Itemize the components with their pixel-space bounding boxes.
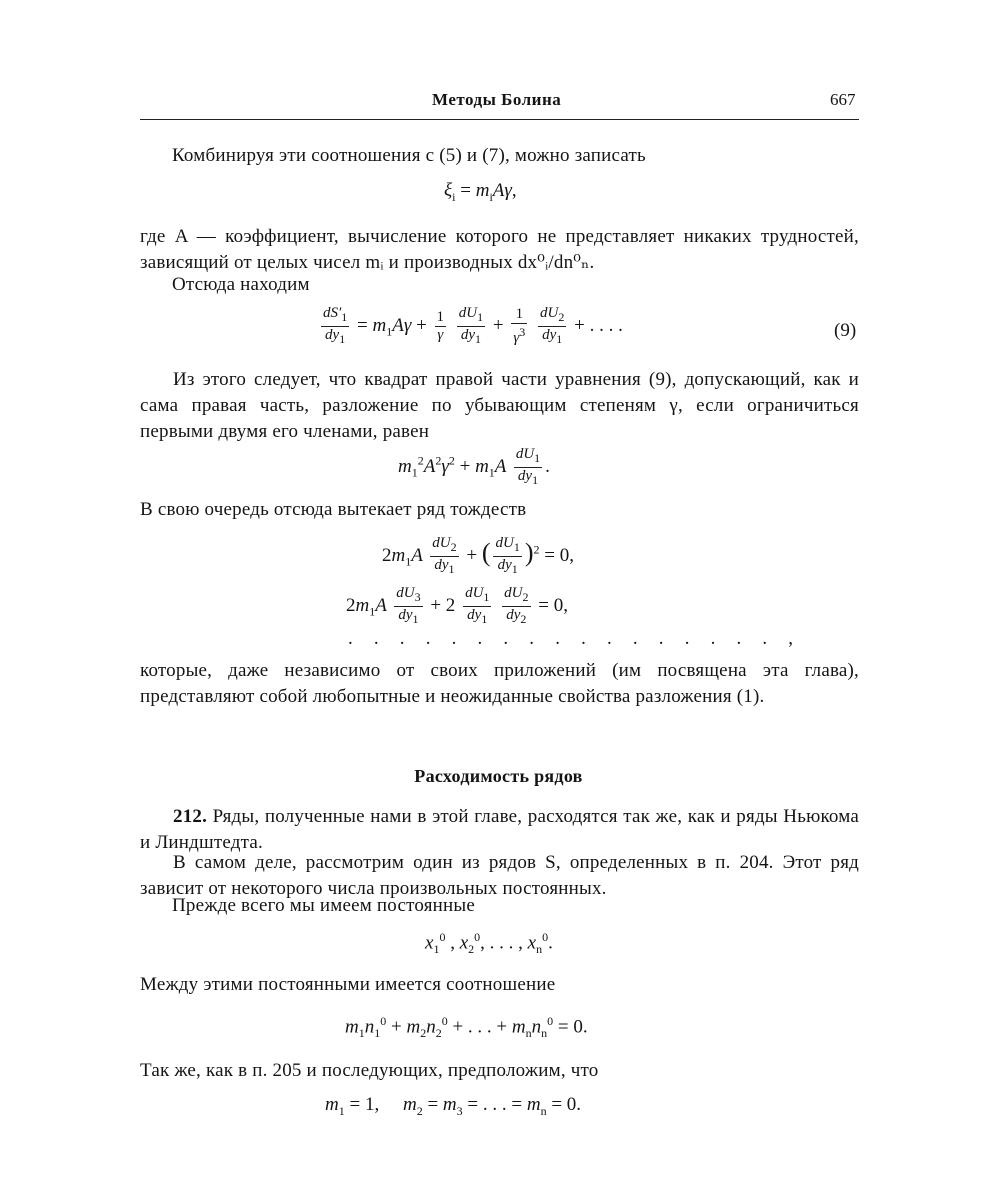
paragraph-212 [140,804,859,856]
equation-constants: $x_1^0$ , $x_2^0$, . . . , $x_n^0$. [425,930,553,957]
equation-masses: $m_1 = 1$, $m_2 = m_3$ = . . . = $m_n = 0$. [325,1094,582,1118]
running-header-title: Методы Болина [432,90,562,109]
page-number: 667 [830,90,856,109]
paragraph-follows-text: Из этого следует, что квадрат правой части уравнения (9), допускающий, как и сама правая часть, разложение по убывающим степеням γ, если ограничиться первыми двумя его членами, равен [140,369,859,442]
equation-9: $\frac{dS'_1}{dy_1}$ = $m_1A\gamma$ + $\frac{1}{\gamma}$ $\frac{dU_1}{dy_1}$ + $\frac{1}{\gamma^3}$ $\frac{dU_2}{dy_1}$ + . . . . [323,305,623,346]
paragraph-212-text: Ряды, полученные нами в этой главе, расходятся так же, как и ряды Ньюкома и Линдштедта. [140,806,859,853]
paragraph-properties [140,658,859,710]
equation-relation: $m_1n_1^0 + m_2n_2^0$ + . . . + $m_nn_n^0 = 0$. [345,1014,588,1041]
header-rule [140,119,859,120]
section-number: 212. [173,806,208,827]
equation-number-9: (9) [834,320,857,341]
paragraph-suppose: Так же, как в п. 205 и последующих, предположим, что [140,1060,599,1081]
paragraph-properties-text: которые, даже независимо от своих приложений (им посвящена эта глава), представляют собой любопытные и неожиданные свойства разложения (1). [140,660,859,707]
paragraph-constants: Прежде всего мы имеем постоянные [172,895,475,916]
paragraph-relation: Между этими постоянными имеется соотношение [140,974,556,995]
section-title: Расходимость рядов [414,766,583,786]
identity-ellipsis: . . . . . . . . . . . . . . . . . , [348,628,802,649]
identity-1: $2m_1A$ $\frac{dU_2}{dy_1}$ + ( $\frac{dU_1}{dy_1}$ )$^2$ = 0, [382,535,574,576]
paragraph-identities: В свою очередь отсюда вытекает ряд тождеств [140,499,527,520]
paragraph-hence: Отсюда находим [172,274,310,295]
paragraph-coefficient-text: где A — коэффициент, вычисление которого не представляет никаких трудностей, зависящий от целых чисел mᵢ и производных dx⁰ᵢ/dn⁰ₙ. [140,226,859,273]
paragraph-follows [140,367,859,445]
identity-2: $2m_1A$ $\frac{dU_3}{dy_1}$ + 2 $\frac{dU_1}{dy_1}$ $\frac{dU_2}{dy_2}$ = 0, [346,585,568,626]
equation-xi: $\xi_i = m_iA\gamma$, [444,180,517,204]
paragraph-indeed-text: В самом деле, рассмотрим один из рядов S, определенных в п. 204. Этот ряд зависит от некоторого числа произвольных постоянных. [140,852,859,899]
equation-square: $m_1^2A^2\gamma^2 + m_1A$ $\frac{dU_1}{dy_1}$ . [398,446,550,487]
paragraph-coefficient [140,224,859,276]
paragraph-combining: Комбинируя эти соотношения с (5) и (7), можно записать [172,145,646,166]
